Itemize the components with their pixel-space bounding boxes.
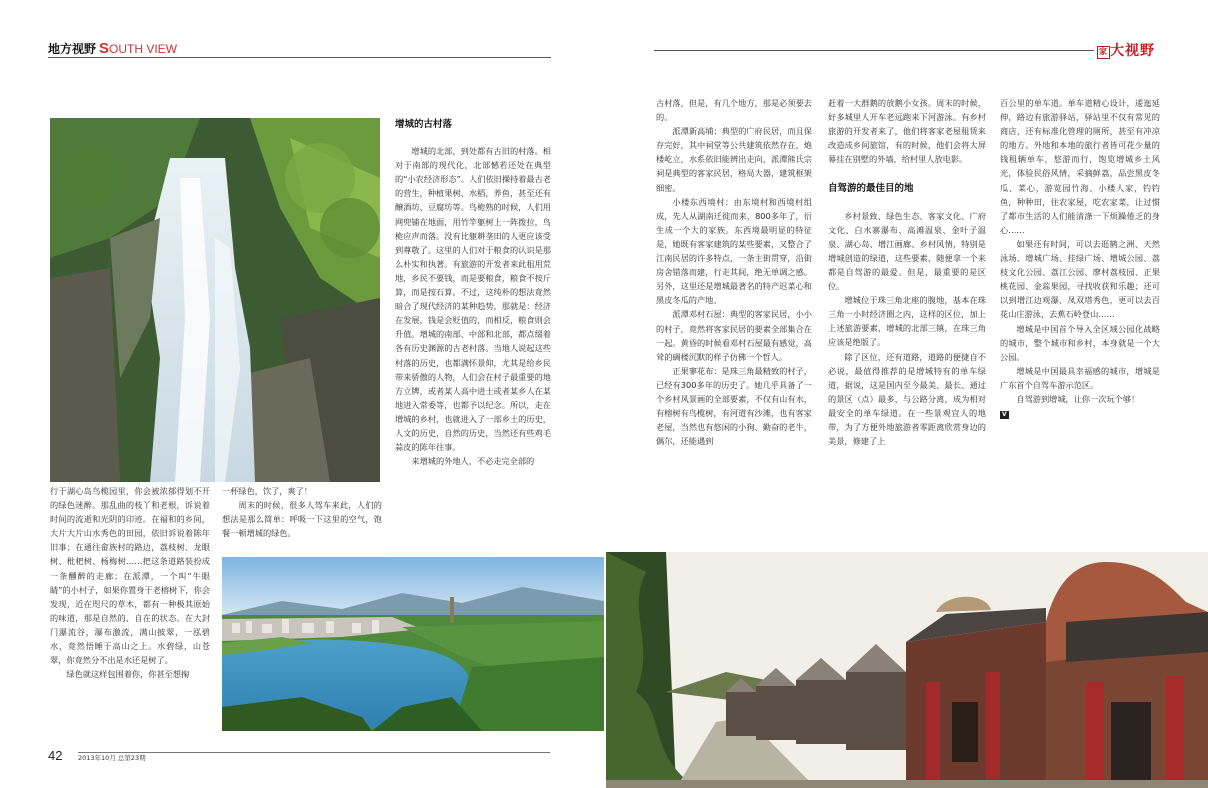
paragraph: 如果还有时间，可以去逛鹤之洲、天然泳场、增城广场、挂绿广场、增城公园、荔枝文化公园、荔江公园、廖村荔枝园、正果桃花园、金蕊果园，寻找收获和乐趣；还可以到增江边观瀑、凤双塔秀色，更可以去百花山庄游泳，去蕉石岭登山…… — [1000, 238, 1160, 320]
paragraph: 一杯绿色，饮了，爽了！ — [222, 486, 313, 496]
section-subtitle — [99, 40, 177, 57]
paragraph: 古村落，但是，有几个地方，那是必须要去的。 — [656, 98, 812, 123]
logo-text: 大视野 — [1110, 43, 1155, 59]
paragraph: 百公里的单车道。单车道精心设计，逶迤延伸，路边有旅游驿站，驿站里不仅有常见的商店，还有标准化管理的厕所，甚至有冲凉的地方。外地和本地的旅行者皆可花少量的钱租辆单车，悠游而行，饱览增城乡土风光，体验民俗风情，采摘鲜荔，品尝黑皮冬瓜、菜心，游览园竹海、小楼人家，钓钓鱼，种种田，住农家屋，吃农家菜，让过惯了都市生活的人们能清涤一下烦躁倦乏的身心…… — [1000, 98, 1160, 235]
logo-box: 家 — [1097, 46, 1110, 59]
heading-ancient-villages: 增城的古村落 — [395, 119, 453, 130]
paragraph: 增城的北部，到处都有古旧的村落。相对于南部的现代化，北部憾若还处在典型的“小农经济形态”。人们依旧操持着最古老的营生，种植果树、水稻，养鱼，甚至还有醸酒坊、豆腐坊等。鸟桅熟的时候，人们用网兜铺在地面，用竹竿躯树上一阵拨拉，鸟桅应声而落。没有比躯耕垄田的人更应该受到尊敬了。这里的人们对于粮食的认识是那么朴实和执著。有旅游的开发者来此租用荒地，乡民不要钱，而是要粮食，粮食不按斤算，而是按石算。不过，这纯朴的想法竟然暗合了现代经济的某种趋势，那就是：经济在发展，钱是会贬值的，而相反，粮食则会升值。增城的南部、中部和北部，都点缀着各有历史渊源的古老村落。当地人说起这些村落的历史，也都满怀景仰，尤其是给乡民带来骄傲的人物，人们会在村子最重要的地方立牌，或者某人高中进士或者某乡人在某地进入常委等，也都予以纪念。所以，走在增城的乡村，也就进入了一部乡土的历史，人文的历史，自然的历史，当然还有些鸡毛蒜皮的陈年往事。 — [395, 146, 551, 453]
article-column-bottom-b — [222, 484, 382, 554]
magazine-logo — [1097, 40, 1155, 60]
old-village-street-photo — [606, 552, 1208, 788]
paragraph: 派潭新高埔：典型的广府民居，而且保存完好，其中祠堂等公共建筑依然存在，炮楼屹立，水系依旧能辨出走向，派潭熊氏宗祠是典型的客家民居，格局大器，建筑框架细密。 — [656, 126, 812, 193]
page-number: 42 — [48, 748, 63, 763]
header-rule-right — [654, 50, 1094, 51]
lake-city-photo — [222, 557, 604, 731]
article-column-4 — [1000, 96, 1160, 486]
paragraph: 自驾游到增城，让你一次玩个够！ — [1016, 393, 1140, 404]
paragraph: 增城是中国最具幸福感的城市，增城是广东首个自驾车游示范区。 — [1000, 365, 1160, 390]
paragraph: 正果寥花布：是珠三角最精致的村子，已经有300多年的历史了。她几乎具备了一个乡村风景画的全部要素，不仅有山有水，有榕树有鸟榄树，有河道有沙滩，也有客家老屋，当然也有悠闲的小狗、勤奋的老牛，偶尔，还能遇到 — [656, 365, 812, 447]
article-column-1 — [395, 112, 551, 542]
paragraph: 赶着一大群鹅的放鹅小女孩。周末的时候，好多城里人开车老远跑来下河游泳。有乡村旅游的开发者来了，他们将客家老屋租赁来改造成乡间旅馆，有的时候，他们会将大屏幕挂在别墅的外墙，给村里人放电影。 — [828, 98, 986, 165]
paragraph: 行于湖心岛鸟榄园里，你会被浓郁得划不开的绿色迷醉。那乱曲的枝丫和老根，诉说着时间的流逝和光阴的印迹。在福和的乡间，大片大片山水秀色的田园，依旧诉说着陈年旧事；在通往畲族村的路边，荔枝树、龙眼树、枇杷树、杨梅树……把这条道路装扮成一条醺醉的走廊；在派潭，一个叫“牛眼睛”的小村子，如果你置身于老榕树下，你会发现，近在咫尺的草木，都有一种极其原始的味道，那是自然的、自在的状态。在大封门瀑流谷，瀑布激流，满山披翠，一泓碧水，竟然悟睡于高山之上。水碧绿，山苍翠，你竟然分不出是水还是树了。 — [50, 486, 210, 666]
paragraph: 来增城的外地人，不必走完全部的 — [411, 456, 535, 467]
article-column-bottom-a — [50, 484, 210, 724]
footer-rule — [78, 752, 550, 753]
paragraph: 小楼东西境村：由东境村和西境村组成，先人从湖南迁徙而来，800多年了，衍生成一个大的家族。东西境最明显的特征是，她既有客家建筑的某些要素，又整合了江南民居的许多特点，一条主街贯穿，沿街房舍错落而建，行走其间，绝无单调之感。另外，这里还是增城最著名的特产迟菜心和黑皮冬瓜的产地。 — [656, 196, 812, 306]
header-rule-left — [48, 57, 551, 58]
paragraph: 周末的时候，很多人驾车来此，人们的想法是那么简单：呼吸一下这里的空气，饱餐一顿增城的绿色。 — [222, 500, 382, 539]
paragraph: 乡村景致、绿色生态、客家文化、广府文化、白水寨瀑布、高滩温泉、金叶子温泉、湖心岛、增江画廊、乡村风情，特别是增城创造的绿道，这些要素，随便拿一个来都是自驾游的最爱。但是，最重要的是区位。 — [828, 210, 986, 292]
heading-self-drive: 自驾游的最佳目的地 — [828, 183, 914, 195]
paragraph: 派潭邓村石屋：典型的客家民居，小小的村子，竟然将客家民居的要素全部集合在一起。黄昏的时候看邓村石屋最有感觉，高耸的碉楼沉默的样子仿佛一个哲人。 — [656, 309, 812, 362]
section-subtitle-rest: OUTH VIEW — [109, 42, 178, 56]
end-mark: V — [1002, 411, 1007, 419]
paragraph: 增城位于珠三角北座的腹地，基本在珠三角一小时经济圈之内，这样的区位，加上上述旅游要素，增城的北部三镇，在珠三角应该是绝版了。 — [828, 295, 986, 348]
waterfall-photo — [50, 118, 380, 482]
paragraph: 绿色就这样包围着你，你甚至想掬 — [66, 669, 190, 680]
article-column-3 — [828, 96, 986, 546]
section-subtitle-initial: S — [99, 40, 110, 57]
paragraph: 增城是中国首个导入全区域公园化战略的城市，整个城市和乡村，本身就是一个大公园。 — [1000, 323, 1160, 362]
issue-date: 2013年10月 总第23期 — [78, 754, 146, 762]
article-column-2 — [656, 96, 812, 546]
section-title: 地方视野 — [48, 42, 97, 56]
paragraph: 除了区位，还有道路，道路的便捷自不必说，最值得推荐的是增城特有的单车绿道，据说，这是国内至今最美、最长、通过的景区（点）最多、与公路分离，成为相对最安全的单车绿道。在一些景观宜人的地带，为了方便外地旅游者零距离欣赏身边的美景，修建了上 — [828, 351, 986, 447]
